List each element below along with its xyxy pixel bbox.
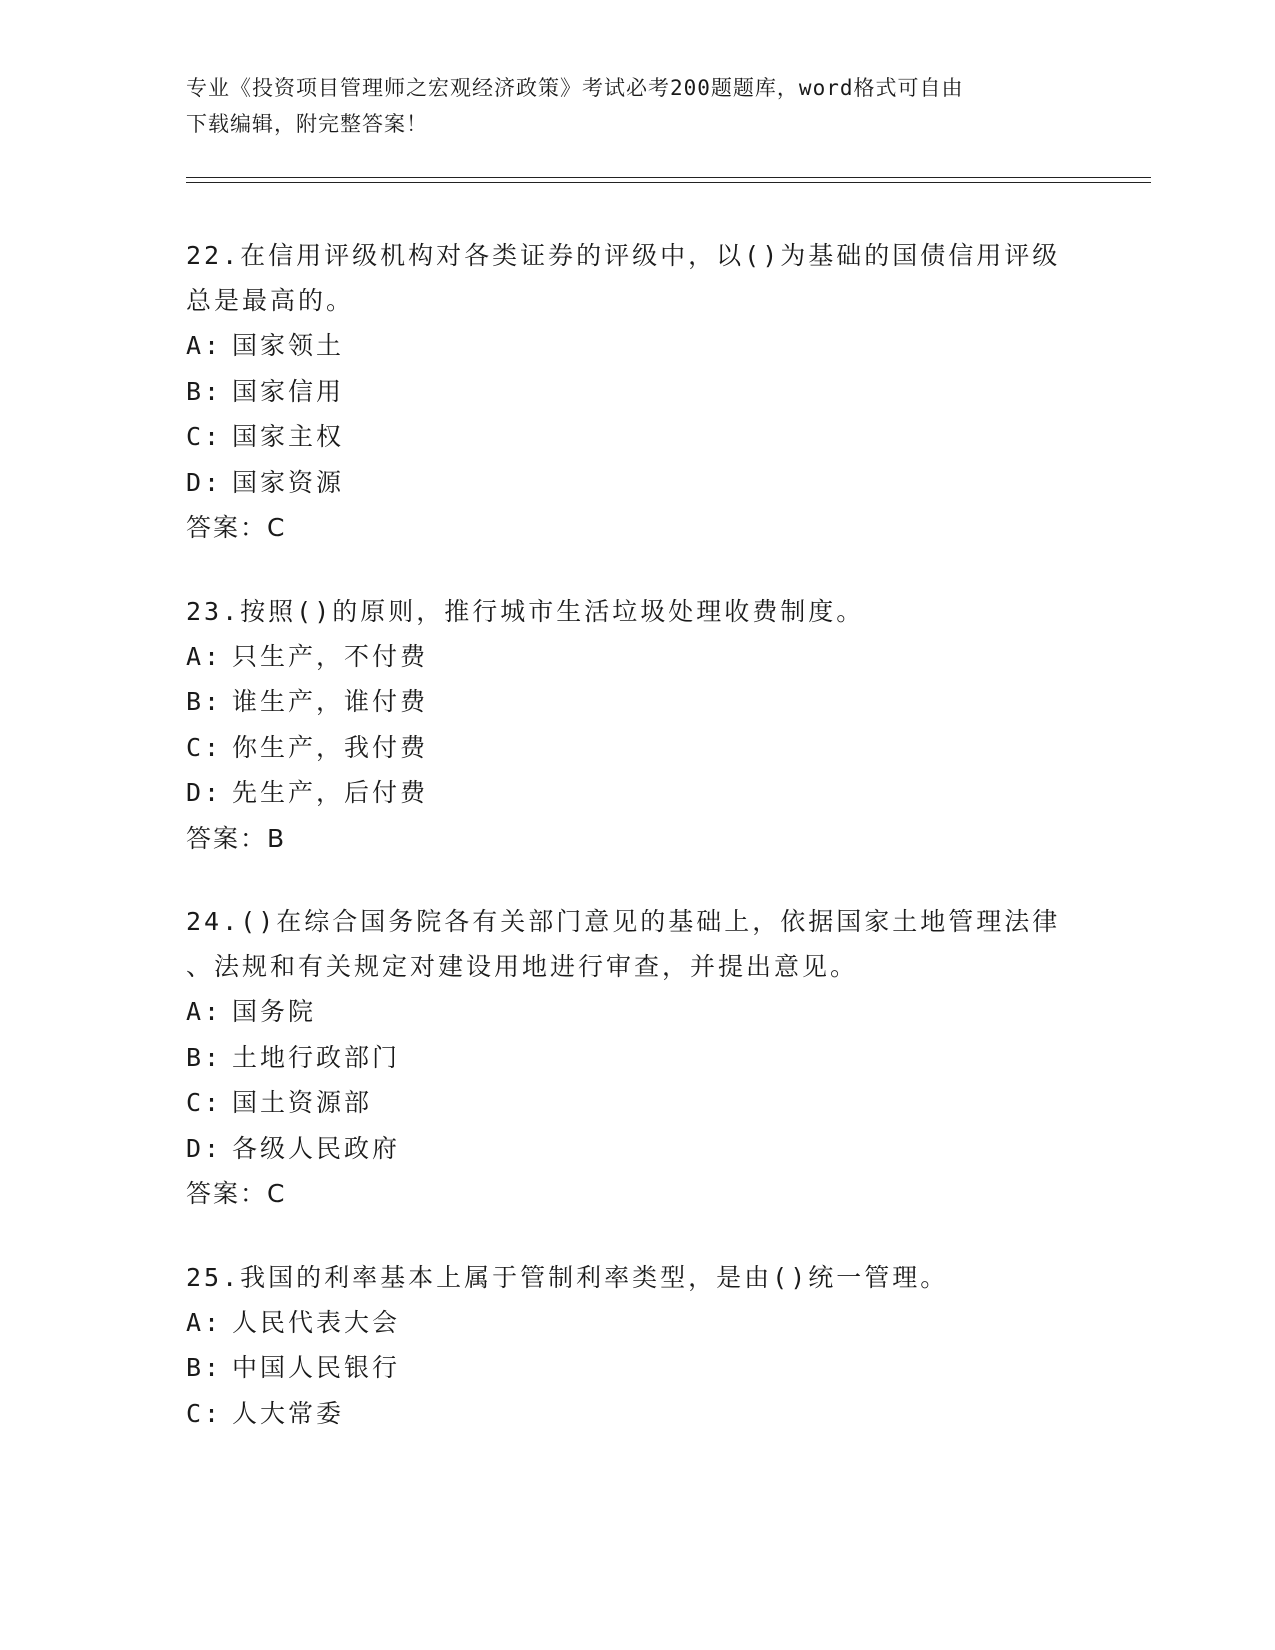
option-d xyxy=(186,770,1086,816)
option-text: 人大常委 xyxy=(232,1398,345,1428)
option-d xyxy=(186,1126,1086,1172)
option-text: 人民代表大会 xyxy=(232,1307,401,1337)
question-list xyxy=(186,233,1086,1474)
option-c xyxy=(186,1391,1086,1437)
option-key: A: xyxy=(186,331,223,360)
option-text: 国家资源 xyxy=(232,467,345,497)
header-divider-top xyxy=(186,177,1151,178)
option-key: A: xyxy=(186,997,223,1026)
option-key: D: xyxy=(186,467,223,497)
option-key: D: xyxy=(186,778,223,807)
option-key: C: xyxy=(186,1088,223,1117)
answer-line: 答案：C xyxy=(186,513,287,542)
option-key: A: xyxy=(186,1307,223,1337)
question-24 xyxy=(186,899,1086,1217)
option-text: 土地行政部门 xyxy=(232,1042,401,1072)
option-a xyxy=(186,323,1086,369)
option-c xyxy=(186,725,1086,771)
option-text: 各级人民政府 xyxy=(232,1133,401,1163)
option-c xyxy=(186,414,1086,460)
question-22 xyxy=(186,233,1086,551)
option-text: 国务院 xyxy=(232,997,317,1026)
question-text-line: 25.我国的利率基本上属于管制利率类型，是由()统一管理。 xyxy=(186,1262,949,1292)
header-line-2: 下载编辑，附完整答案！ xyxy=(186,112,428,136)
option-key: B: xyxy=(186,376,223,406)
option-c xyxy=(186,1080,1086,1126)
header-divider-bottom xyxy=(186,182,1151,183)
question-text xyxy=(186,589,1086,634)
option-key: C: xyxy=(186,1398,223,1428)
option-text: 谁生产，谁付费 xyxy=(232,687,429,716)
option-a xyxy=(186,1300,1086,1346)
answer-line: 答案：C xyxy=(186,1179,287,1208)
question-text-line: 24.()在综合国务院各有关部门意见的基础上，依据国家土地管理法律 xyxy=(186,907,1061,936)
option-d xyxy=(186,460,1086,506)
option-text: 只生产，不付费 xyxy=(232,641,429,671)
option-key: B: xyxy=(186,687,223,716)
option-b xyxy=(186,1035,1086,1081)
header-line-1: 专业《投资项目管理师之宏观经济政策》考试必考200题题库，word格式可自由 xyxy=(186,76,964,100)
question-25 xyxy=(186,1255,1086,1437)
option-text: 你生产，我付费 xyxy=(232,732,429,762)
option-text: 国家领土 xyxy=(232,331,345,360)
option-key: B: xyxy=(186,1042,223,1072)
question-23 xyxy=(186,589,1086,862)
option-key: C: xyxy=(186,732,223,762)
option-text: 国土资源部 xyxy=(232,1088,373,1117)
option-key: D: xyxy=(186,1133,223,1163)
option-text: 中国人民银行 xyxy=(232,1353,401,1382)
question-text-line: 23.按照()的原则，推行城市生活垃圾处理收费制度。 xyxy=(186,596,865,626)
question-text xyxy=(186,233,1086,323)
option-text: 国家信用 xyxy=(232,376,345,406)
option-b xyxy=(186,679,1086,725)
option-key: A: xyxy=(186,641,223,671)
option-a xyxy=(186,634,1086,680)
question-text xyxy=(186,899,1086,989)
question-text-line: 、法规和有关规定对建设用地进行审查，并提出意见。 xyxy=(186,952,859,981)
option-text: 先生产，后付费 xyxy=(232,778,429,807)
option-text: 国家主权 xyxy=(232,422,345,451)
answer-line: 答案：B xyxy=(186,823,287,853)
question-text-line: 22.在信用评级机构对各类证券的评级中，以()为基础的国债信用评级 xyxy=(186,241,1061,270)
question-text xyxy=(186,1255,1086,1300)
document-header xyxy=(186,70,1066,142)
option-b xyxy=(186,369,1086,415)
option-a xyxy=(186,989,1086,1035)
option-b xyxy=(186,1345,1086,1391)
option-key: B: xyxy=(186,1353,223,1382)
option-key: C: xyxy=(186,422,223,451)
question-text-line: 总是最高的。 xyxy=(186,286,355,315)
